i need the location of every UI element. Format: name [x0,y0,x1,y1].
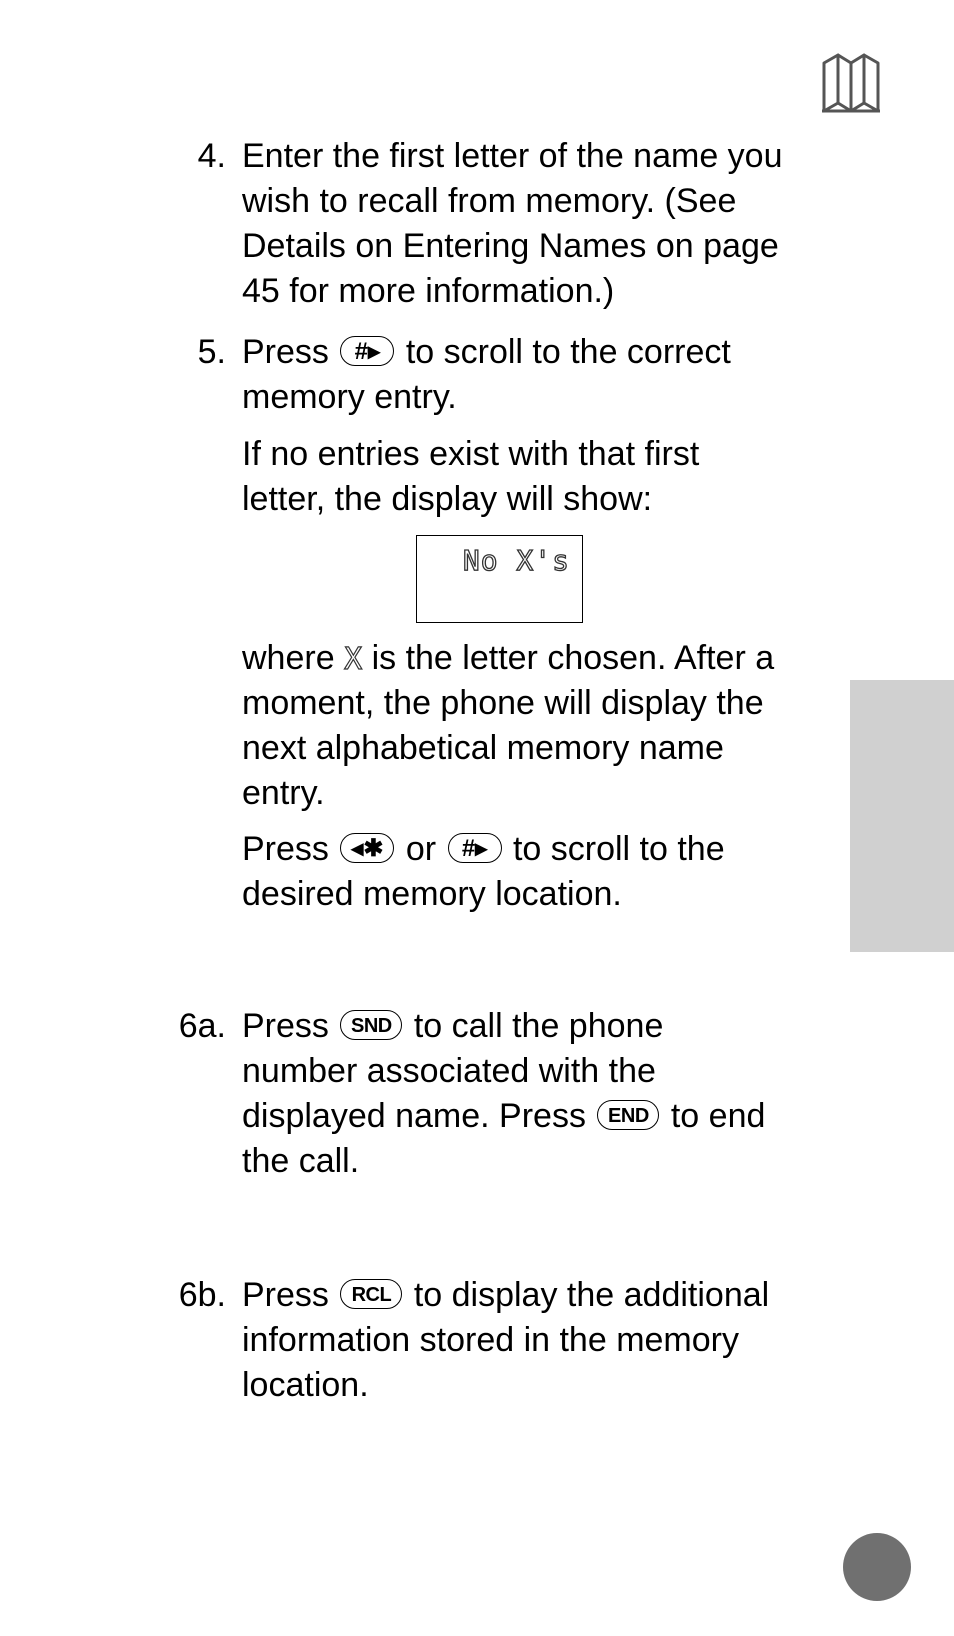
lcd-display [416,535,583,623]
step-number: 5. [197,333,226,371]
book-icon [820,53,882,115]
scroll-text: to scroll to the [512,830,725,868]
where-rest: is the letter chosen. After a [371,639,775,677]
step5-line1 [242,330,842,375]
step6b-line3: location. [242,1366,369,1404]
step6b-line2: information stored in the memory [242,1321,739,1359]
step5-moment-line: moment, the phone will display the [242,684,764,722]
step6a-line1 [242,1004,842,1049]
pound-right-key: #▸ [448,833,502,863]
press-text: Press [242,1007,329,1045]
step5-entry-line: entry. [242,774,325,812]
press-text: Press [242,1276,329,1314]
step6a-text: to end [670,1097,766,1135]
step6b-line1 [242,1273,842,1318]
pound-right-key: #▸ [340,336,394,366]
lcd-x-glyph: X [344,642,363,677]
step4-line3: Details on Entering Names on page [242,227,779,265]
step-number: 4. [197,137,226,175]
step5-line2: memory entry. [242,378,457,416]
step5-where-line [242,636,842,682]
step6a-line2: number associated with the [242,1052,656,1090]
step5-next-line: next alphabetical memory name [242,729,724,767]
rcl-key: RCL [340,1279,402,1309]
step6a-text: displayed name. Press [242,1097,586,1135]
step5-if-line1: If no entries exist with that first [242,435,700,473]
end-key: END [597,1100,659,1130]
step6a-line4: the call. [242,1142,360,1180]
section-tab [850,680,954,952]
step-number: 6b. [178,1276,226,1314]
step-number: 6a. [178,1007,226,1045]
step6a-text: to call the phone [413,1007,664,1045]
step5-press-line [242,827,842,872]
step6b-text: to display the additional [413,1276,770,1314]
step4-line4: 45 for more information.) [242,272,615,310]
press-text: Press [242,333,329,371]
left-star-key: ◂✱ [340,833,394,863]
step5-text: to scroll to the correct [405,333,731,371]
press-text: Press [242,830,329,868]
step4-line2: wish to recall from memory. (See [242,182,737,220]
step5-desired-line: desired memory location. [242,875,622,913]
snd-key: SND [340,1010,402,1040]
or-text: or [405,830,437,868]
step5-if-line2: letter, the display will show: [242,480,653,518]
lcd-text: No X's [462,544,570,577]
step4-line1: Enter the first letter of the name you [242,137,783,175]
where-text: where [242,639,335,677]
page-indicator-dot [843,1533,911,1601]
step6a-line3 [242,1094,842,1139]
